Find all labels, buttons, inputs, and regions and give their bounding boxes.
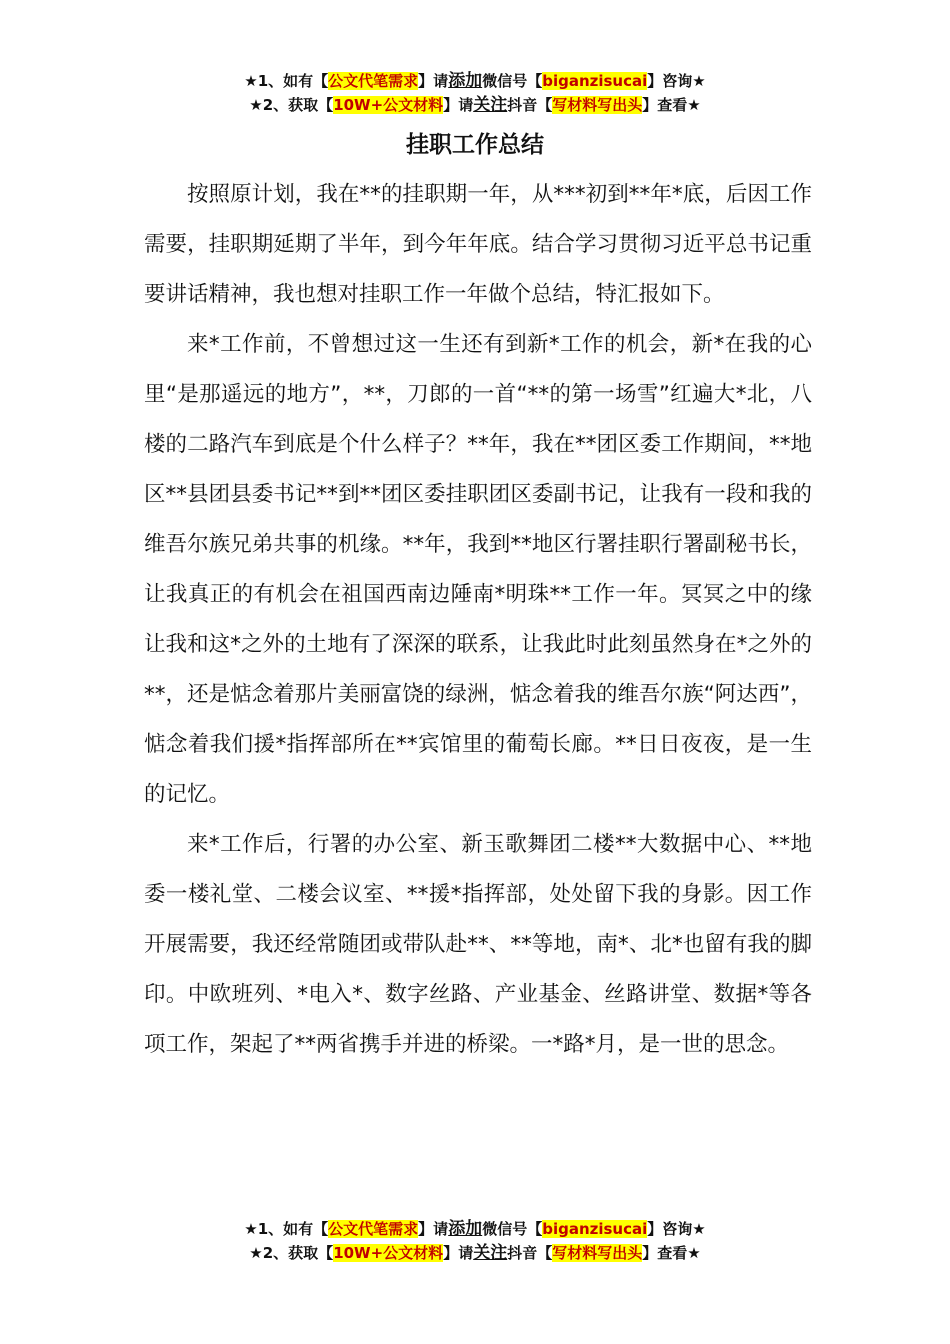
- banner-line-1: [0, 69, 950, 93]
- top-ad-banner: [0, 69, 950, 117]
- banner-text: ★2、获取【: [249, 1244, 334, 1262]
- banner-text: 】查看★: [642, 1244, 701, 1262]
- banner-text: 微信号【: [482, 72, 543, 90]
- banner-line-2: [0, 1241, 950, 1265]
- banner-emphasis: 添加: [448, 71, 483, 91]
- banner-emphasis: 添加: [448, 1219, 483, 1239]
- banner-text: ★2、获取【: [249, 96, 334, 114]
- banner-text: 】查看★: [642, 96, 701, 114]
- document-body: [144, 170, 812, 1070]
- paragraph-3: 来*工作后，行署的办公室、新玉歌舞团二楼**大数据中心、**地委一楼礼堂、二楼会议室、**援*指挥部，处处留下我的身影。因工作开展需要，我还经常随团或带队赴**、**等地，南*、北*也留有我的脚印。中欧班列、*电入*、数字丝路、产业基金、丝路讲堂、数据*等各项工作，架起了**两省携手并进的桥梁。一*路*月，是一世的思念。: [144, 832, 812, 1057]
- banner-emphasis: 关注: [473, 95, 508, 115]
- banner-highlight-douyin: 写材料写出头: [552, 1244, 643, 1262]
- banner-text: ★1、如有【: [244, 1220, 329, 1238]
- bottom-ad-banner: [0, 1217, 950, 1265]
- banner-text: 】请: [443, 96, 474, 114]
- paragraph-1: 按照原计划，我在**的挂职期一年，从***初到**年*底，后因工作需要，挂职期延期了半年，到今年年底。结合学习贯彻习近平总书记重要讲话精神，我也想对挂职工作一年做个总结，特汇报如下。: [144, 182, 812, 307]
- banner-emphasis: 关注: [473, 1243, 508, 1263]
- banner-text: 】请: [418, 1220, 449, 1238]
- banner-highlight-douyin: 写材料写出头: [552, 96, 643, 114]
- banner-line-2: [0, 93, 950, 117]
- banner-text: ★1、如有【: [244, 72, 329, 90]
- banner-highlight-wechat-id: biganzisucai: [542, 1220, 648, 1238]
- banner-text: 微信号【: [482, 1220, 543, 1238]
- banner-line-1: [0, 1217, 950, 1241]
- banner-text: 抖音【: [507, 1244, 553, 1262]
- banner-highlight-materials: 10W+公文材料: [333, 1244, 444, 1262]
- banner-text: 】请: [418, 72, 449, 90]
- paragraph-2: 来*工作前，不曾想过这一生还有到新*工作的机会，新*在我的心里“是那遥远的地方”，**，刀郎的一首“**的第一场雪”红遍大*北，八楼的二路汽车到底是个什么样子？**年，我在**团区委工作期间，**地区**县团县委书记**到**团区委挂职团区委副书记，让我有一段和我的维吾尔族兄弟共事的机缘。**年，我到**地区行署挂职行署副秘书长，让我真正的有机会在祖国西南边陲南*明珠**工作一年。冥冥之中的缘让我和这*之外的土地有了深深的联系，让我此时此刻虽然身在*之外的**，还是惦念着那片美丽富饶的绿洲，惦念着我的维吾尔族“阿达西”，惦念着我们援*指挥部所在**宾馆里的葡萄长廊。**日日夜夜，是一生的记忆。: [144, 332, 812, 807]
- document-title: 挂职工作总结: [406, 132, 544, 158]
- banner-text: 】咨询★: [647, 1220, 706, 1238]
- banner-highlight-wechat-id: biganzisucai: [542, 72, 648, 90]
- banner-text: 抖音【: [507, 96, 553, 114]
- banner-text: 】咨询★: [647, 72, 706, 90]
- banner-highlight-service: 公文代笔需求: [328, 72, 419, 90]
- banner-text: 】请: [443, 1244, 474, 1262]
- banner-highlight-materials: 10W+公文材料: [333, 96, 444, 114]
- banner-highlight-service: 公文代笔需求: [328, 1220, 419, 1238]
